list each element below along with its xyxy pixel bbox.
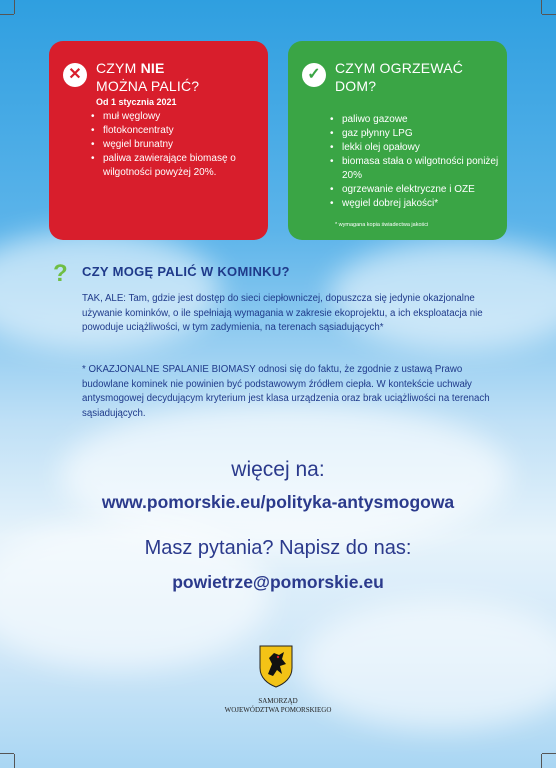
griffin-crest-icon <box>258 644 294 688</box>
crop-mark <box>14 0 15 14</box>
crop-mark <box>542 753 556 754</box>
fireplace-paragraph: TAK, ALE: Tam, gdzie jest dostęp do sieci ciepłowniczej, dopuszcza się jedynie okazjonalne używanie kominków, o ile spełniają wymagania w zakresie ekoprojektu, a ich eksploatacja nie powoduje uciążliwości, w tym zadymienia, na terenach sąsiadujących* <box>82 293 483 333</box>
email-link[interactable]: powietrze@pomorskie.eu <box>172 572 384 592</box>
title-prefix: CZYM <box>96 60 137 76</box>
biomass-paragraph: * OKAZJONALNE SPALANIE BIOMASY odnosi się do faktu, że zgodnie z ustawą Prawo budowlane kominek nie powinien być podstawowym źródłem ciepła. W kontekście uchwały antysmogowej decydującym kryterium jest klasa urządzenia oraz brak uciążliwości na terenach sąsiadujących. <box>82 364 490 419</box>
footnote: * wymagana kopia świadectwa jakości <box>335 222 429 228</box>
website-link[interactable]: www.pomorskie.eu/polityka-antysmogowa <box>101 492 455 512</box>
allowed-title <box>335 59 463 95</box>
list-item: • paliwa zawierające biomasę o wilgotności powyżej 20%. <box>89 152 257 180</box>
questions-label: Masz pytania? Napisz do nas: <box>144 537 412 559</box>
crop-mark <box>542 14 556 15</box>
crop-mark <box>0 753 14 754</box>
close-icon: ✕ <box>63 63 87 87</box>
allowed-list <box>328 113 500 211</box>
title-line2: MOŻNA PALIĆ? <box>96 78 200 94</box>
list-item: • muł węglowy <box>89 110 257 124</box>
more-info-label: więcej na: <box>231 458 325 481</box>
list-item: • paliwo gazowe <box>328 113 500 127</box>
check-icon: ✓ <box>302 63 326 87</box>
not-allowed-list <box>89 110 257 180</box>
allowed-panel <box>288 41 507 240</box>
title-bold: NIE <box>140 60 165 76</box>
title-line2: DOM? <box>335 78 377 94</box>
list-item: • lekki olej opałowy <box>328 141 500 155</box>
list-item: • ogrzewanie elektryczne i OZE <box>328 183 500 197</box>
crop-mark <box>0 14 14 15</box>
list-item: • biomasa stała o wilgotności poniżej 20% <box>328 155 500 183</box>
question-mark-icon: ? <box>53 260 68 287</box>
org-name-line2: WOJEWÓDZTWA POMORSKIEGO <box>224 706 332 714</box>
list-item: • flotokoncentraty <box>89 124 257 138</box>
crop-mark <box>14 754 15 768</box>
list-item: • węgiel dobrej jakości* <box>328 197 500 211</box>
not-allowed-panel <box>49 41 268 240</box>
since-date: Od 1 stycznia 2021 <box>96 97 177 107</box>
fireplace-question: CZY MOGĘ PALIĆ W KOMINKU? <box>82 264 290 279</box>
crop-mark <box>541 0 542 14</box>
org-name-line1: SAMORZĄD <box>258 697 298 705</box>
crop-mark <box>541 754 542 768</box>
list-item: • gaz płynny LPG <box>328 127 500 141</box>
list-item: • węgiel brunatny <box>89 138 257 152</box>
not-allowed-title <box>96 59 199 95</box>
title-line1: CZYM OGRZEWAĆ <box>335 60 464 76</box>
